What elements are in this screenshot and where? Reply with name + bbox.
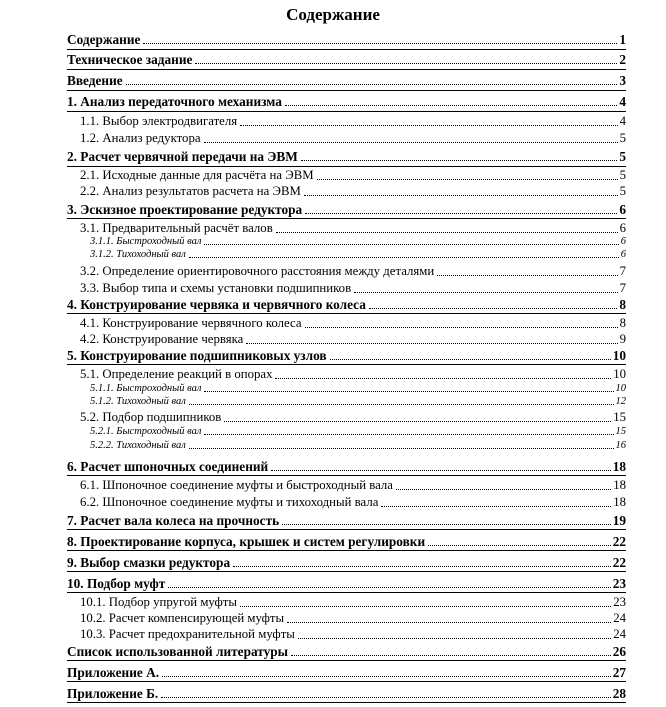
toc-entry-section-10-3[interactable] [80,627,626,642]
entry-underline [67,69,626,70]
toc-entry-section-3[interactable] [67,202,626,218]
toc-entry-section-3-1-1[interactable] [90,236,626,248]
entry-underline [67,166,626,167]
toc-entry-text: 6. Расчет шпоночных соединений [67,459,269,474]
toc-entry-text: Содержание [67,32,141,47]
page-title: Содержание [286,5,380,24]
toc-entry-section-6-1[interactable] [80,478,626,493]
dot-leader [126,84,618,85]
dot-leader [204,434,613,435]
toc-entry-text: 5.2. Подбор подшипников [80,410,222,424]
toc-entry-section-5[interactable] [67,348,626,364]
toc-entry-section-4-2[interactable] [80,332,626,347]
toc-entry-section-5-1[interactable] [80,367,626,382]
toc-entry-text: 3.1. Предварительный расчёт валов [80,221,273,235]
toc-entry-page: 7 [619,264,626,278]
toc-entry-page: 5 [619,149,626,164]
toc-entry-introduction[interactable] [67,73,626,89]
dot-leader [204,244,618,245]
toc-entry-section-3-1-2[interactable] [90,249,626,261]
toc-entry-page: 23 [613,595,626,609]
toc-entry-page: 24 [613,611,626,625]
toc-entry-page: 22 [612,555,626,570]
toc-entry-page: 16 [615,440,626,451]
toc-entry-section-3-3[interactable] [80,281,626,296]
toc-entry-section-2[interactable] [67,149,626,165]
toc-entry-text: 8. Проектирование корпуса, крышек и систем регулировки [67,534,426,549]
dot-leader [224,421,611,422]
dot-leader [189,257,619,258]
toc-entry-text: 4.2. Конструирование червяка [80,332,244,346]
dot-leader [271,470,611,471]
toc-entry-section-10-1[interactable] [80,595,626,610]
entry-underline [67,49,626,50]
toc-entry-text: 3. Эскизное проектирование редуктора [67,202,303,217]
toc-entry-text: 10.3. Расчет предохранительной муфты [80,627,295,641]
toc-entry-page: 23 [612,576,626,591]
toc-entry-text: 9. Выбор смазки редуктора [67,555,231,570]
toc-entry-text: 5.2.2. Тихоходный вал [90,440,186,451]
toc-entry-text: 2.1. Исходные данные для расчёта на ЭВМ [80,168,314,182]
toc-entry-text: 2. Расчет червячной передачи на ЭВМ [67,149,298,164]
dot-leader [143,43,617,44]
dot-leader [301,160,618,161]
entry-underline [67,111,626,112]
toc-entry-section-5-1-1[interactable] [90,383,626,395]
toc-entry-page: 5 [619,168,626,182]
entry-underline [67,550,626,551]
toc-entry-page: 18 [613,495,626,509]
toc-entry-section-1-2[interactable] [80,131,626,146]
toc-entry-text: 1.1. Выбор электродвигателя [80,114,238,128]
toc-entry-text: 6.2. Шпоночное соединение муфты и тихоходный вала [80,495,379,509]
dot-leader [369,308,617,309]
toc-entry-page: 4 [619,114,626,128]
dot-leader [246,343,617,344]
dot-leader [168,587,610,588]
toc-entry-text: Приложение А. [67,665,160,680]
toc-entry-section-6[interactable] [67,459,626,475]
dot-leader [287,622,611,623]
toc-entry-page: 2 [619,52,626,67]
toc-entry-page: 5 [619,131,626,145]
dot-leader [275,378,611,379]
toc-entry-section-3-2[interactable] [80,264,626,279]
toc-entry-section-2-1[interactable] [80,168,626,183]
toc-entry-section-5-2-2[interactable] [90,440,626,452]
entry-underline [67,313,626,314]
toc-entry-text: 5.1.2. Тихоходный вал [90,396,186,407]
toc-entry-text: 4. Конструирование червяка и червячного колеса [67,297,366,312]
toc-entry-text: 4.1. Конструирование червячного колеса [80,316,302,330]
toc-entry-page: 8 [619,297,626,312]
toc-entry-page: 19 [612,513,626,528]
toc-entry-section-7[interactable] [67,513,626,529]
toc-entry-text: 1. Анализ передаточного механизма [67,94,282,109]
toc-entry-page: 15 [615,426,626,437]
toc-entry-section-10[interactable] [67,576,626,592]
toc-entry-technical-task[interactable] [67,52,626,68]
toc-entry-page: 26 [612,644,626,659]
toc-entry-contents[interactable] [67,32,626,48]
toc-entry-text: Введение [67,73,123,88]
toc-entry-text: Техническое задание [67,52,193,67]
toc-entry-page: 12 [615,396,626,407]
entry-underline [67,90,626,91]
toc-entry-page: 10 [612,348,626,363]
toc-entry-text: 3.1.1. Быстроходный вал [90,236,202,247]
dot-leader [298,638,611,639]
dot-leader [305,327,618,328]
dot-leader [304,195,618,196]
toc-entry-page: 4 [619,94,626,109]
toc-entry-appendix-b[interactable] [67,686,626,702]
dot-leader [381,506,611,507]
toc-entry-page: 18 [612,459,626,474]
toc-entry-page: 6 [620,249,626,260]
toc-entry-text: 5.2.1. Быстроходный вал [90,426,202,437]
dot-leader [317,179,618,180]
toc-entry-page: 9 [619,332,626,346]
toc-entry-section-6-2[interactable] [80,495,626,510]
toc-entry-text: Список использованной литературы [67,644,289,659]
dot-leader [285,105,617,106]
dot-leader [276,232,618,233]
toc-entry-page: 1 [619,32,626,47]
toc-entry-page: 24 [613,627,626,641]
dot-leader [204,391,613,392]
toc-entry-text: 10.1. Подбор упругой муфты [80,595,237,609]
entry-underline [67,475,626,476]
dot-leader [162,676,611,677]
toc-entry-text: 7. Расчет вала колеса на прочность [67,513,280,528]
dot-leader [437,275,617,276]
toc-entry-section-9[interactable] [67,555,626,571]
entry-underline [67,681,626,682]
toc-entry-text: Приложение Б. [67,686,159,701]
dot-leader [233,566,611,567]
toc-entry-page: 6 [619,221,626,235]
toc-entry-text: 2.2. Анализ результатов расчета на ЭВМ [80,184,301,198]
toc-entry-page: 28 [612,686,626,701]
toc-entry-page: 15 [613,410,626,424]
toc-entry-section-5-2[interactable] [80,410,626,425]
toc-entry-section-5-1-2[interactable] [90,396,626,408]
entry-underline [67,702,626,703]
entry-underline [67,218,626,219]
toc-entry-page: 18 [613,478,626,492]
toc-entry-section-1-1[interactable] [80,114,626,129]
toc-entry-page: 27 [612,665,626,680]
dot-leader [428,545,611,546]
toc-entry-page: 6 [619,202,626,217]
dot-leader [354,292,617,293]
dot-leader [240,606,611,607]
toc-entry-page: 6 [620,236,626,247]
dot-leader [195,63,617,64]
toc-entry-references[interactable] [67,644,626,660]
toc-entry-section-4[interactable] [67,297,626,313]
toc-entry-text: 1.2. Анализ редуктора [80,131,201,145]
dot-leader [291,655,611,656]
dot-leader [282,524,611,525]
dot-leader [396,489,611,490]
toc-entry-section-10-2[interactable] [80,611,626,626]
dot-leader [189,448,614,449]
dot-leader [305,213,617,214]
toc-entry-text: 3.1.2. Тихоходный вал [90,249,186,260]
toc-entry-page: 3 [619,73,626,88]
toc-entry-page: 10 [613,367,626,381]
toc-entry-page: 10 [615,383,626,394]
entry-underline [67,660,626,661]
toc-entry-text: 5.1. Определение реакций в опорах [80,367,273,381]
toc-entry-page: 8 [619,316,626,330]
toc-entry-section-2-2[interactable] [80,184,626,199]
toc-entry-text: 5. Конструирование подшипниковых узлов [67,348,327,363]
entry-underline [67,529,626,530]
entry-underline [67,364,626,365]
toc-entry-text: 10.2. Расчет компенсирующей муфты [80,611,285,625]
toc-entry-text: 3.3. Выбор типа и схемы установки подшипников [80,281,352,295]
toc-entry-page: 7 [619,281,626,295]
dot-leader [161,697,610,698]
toc-entry-text: 5.1.1. Быстроходный вал [90,383,202,394]
dot-leader [330,359,611,360]
toc-entry-section-4-1[interactable] [80,316,626,331]
dot-leader [189,404,614,405]
toc-entry-section-3-1[interactable] [80,221,626,236]
toc-entry-text: 6.1. Шпоночное соединение муфты и быстроходный вала [80,478,393,492]
dot-leader [204,142,618,143]
toc-entry-section-1[interactable] [67,94,626,110]
toc-entry-section-5-2-1[interactable] [90,426,626,438]
toc-entry-text: 3.2. Определение ориентировочного расстояния между деталями [80,264,435,278]
entry-underline [67,571,626,572]
entry-underline [67,592,626,593]
toc-entry-page: 5 [619,184,626,198]
toc-entry-page: 22 [612,534,626,549]
dot-leader [240,125,617,126]
toc-entry-appendix-a[interactable] [67,665,626,681]
toc-entry-text: 10. Подбор муфт [67,576,166,591]
toc-entry-section-8[interactable] [67,534,626,550]
